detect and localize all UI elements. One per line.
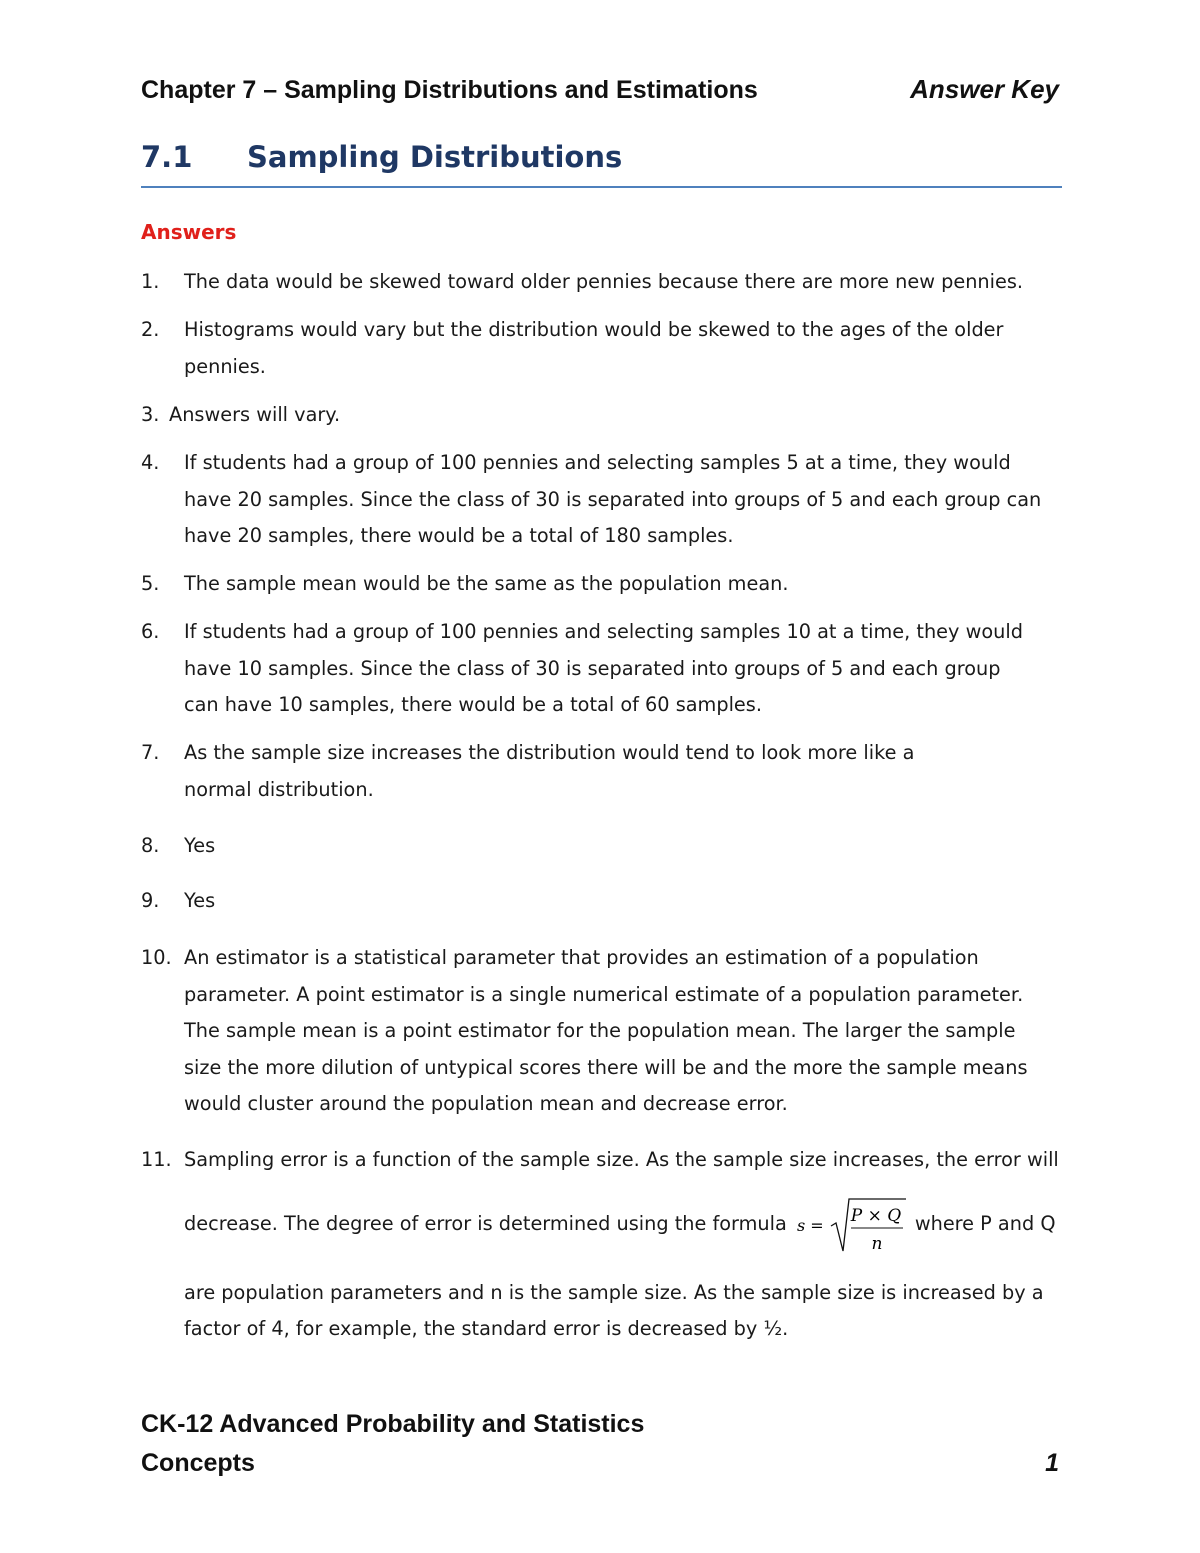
item-text: Answers will vary. bbox=[169, 403, 341, 426]
item-number: 8. bbox=[141, 834, 160, 857]
formula-graphic bbox=[791, 1195, 911, 1255]
answer-item-2 bbox=[141, 312, 1061, 385]
item-text-line3: are population parameters and n is the sample size. As the sample size is increased by a bbox=[184, 1280, 1044, 1304]
item-text-line4: factor of 4, for example, the standard error is decreased by ½. bbox=[184, 1317, 789, 1340]
item-text: As the sample size increases the distribution would tend to look more like a normal distribution. bbox=[184, 741, 915, 801]
section-number: 7.1 bbox=[141, 140, 193, 174]
item-number: 11. bbox=[141, 1148, 172, 1171]
answer-item-9 bbox=[141, 883, 1061, 920]
answer-item-3 bbox=[141, 397, 1061, 434]
page-header bbox=[141, 74, 1059, 105]
item-text: The data would be skewed toward older pennies because there are more new pennies. bbox=[184, 270, 1024, 293]
answer-item-6 bbox=[141, 614, 1061, 724]
footer-concepts: Concepts bbox=[141, 1449, 255, 1477]
item-number: 1. bbox=[141, 270, 160, 293]
page-number: 1 bbox=[1045, 1449, 1059, 1477]
item-number: 9. bbox=[141, 889, 160, 912]
item-number: 10. bbox=[141, 946, 172, 969]
item-number: 7. bbox=[141, 741, 160, 764]
item-text-line1: Sampling error is a function of the sample size. As the sample size increases, the error will bbox=[184, 1148, 1059, 1171]
answer-item-7 bbox=[141, 735, 1061, 808]
footer-line2 bbox=[141, 1449, 1059, 1478]
answer-item-1 bbox=[141, 264, 1061, 301]
item-text-pre-formula: decrease. The degree of error is determined using the formula bbox=[184, 1212, 787, 1236]
item-number: 3. bbox=[141, 403, 160, 426]
chapter-title: Chapter 7 – Sampling Distributions and Estimations bbox=[141, 76, 758, 104]
answer-item-5 bbox=[141, 566, 1061, 603]
answer-key-label: Answer Key bbox=[910, 74, 1059, 104]
answer-item-11 bbox=[141, 1142, 1061, 1348]
item-number: 6. bbox=[141, 620, 160, 643]
answers-label: Answers bbox=[141, 220, 237, 244]
item-text: An estimator is a statistical parameter that provides an estimation of a population parameter. A point estimator is a single numerical estimate of a population parameter. The sample mean is a point estimator for the population mean. The larger the sample size the more dilution of untypical scores there will be and the more the sample means would cluster around the population mean and decrease error. bbox=[184, 946, 1028, 1115]
section-heading bbox=[141, 140, 1062, 188]
item-number: 5. bbox=[141, 572, 160, 595]
item-text-post-formula: where P and Q bbox=[914, 1212, 1056, 1236]
answer-item-8 bbox=[141, 828, 1061, 865]
answer-item-4 bbox=[141, 445, 1061, 555]
item-text: If students had a group of 100 pennies and selecting samples 10 at a time, they would have 10 samples. Since the class of 30 is separated into groups of 5 and each group can have 10 samples, there would be a total of 60 samples. bbox=[184, 620, 1023, 716]
item-text: Yes bbox=[184, 834, 216, 857]
standard-error-formula bbox=[791, 1195, 911, 1255]
formula-lhs: s = bbox=[796, 1215, 824, 1235]
item-text: The sample mean would be the same as the population mean. bbox=[184, 572, 789, 595]
formula-denominator: n bbox=[871, 1233, 883, 1254]
item-text: If students had a group of 100 pennies and selecting samples 5 at a time, they would have 20 samples. Since the class of 30 is separated into groups of 5 and each group can have 20 samples, there would be a total of 180 samples. bbox=[184, 451, 1042, 547]
answer-item-10 bbox=[141, 940, 1061, 1123]
formula-numerator: P × Q bbox=[850, 1205, 902, 1226]
section-title: Sampling Distributions bbox=[247, 140, 623, 174]
footer-line1: CK-12 Advanced Probability and Statistics bbox=[141, 1410, 645, 1438]
item-text-line2 bbox=[184, 1195, 1061, 1255]
item-number: 4. bbox=[141, 451, 160, 474]
item-text: Histograms would vary but the distribution would be skewed to the ages of the older pennies. bbox=[184, 318, 1004, 378]
item-number: 2. bbox=[141, 318, 160, 341]
item-text: Yes bbox=[184, 889, 216, 912]
